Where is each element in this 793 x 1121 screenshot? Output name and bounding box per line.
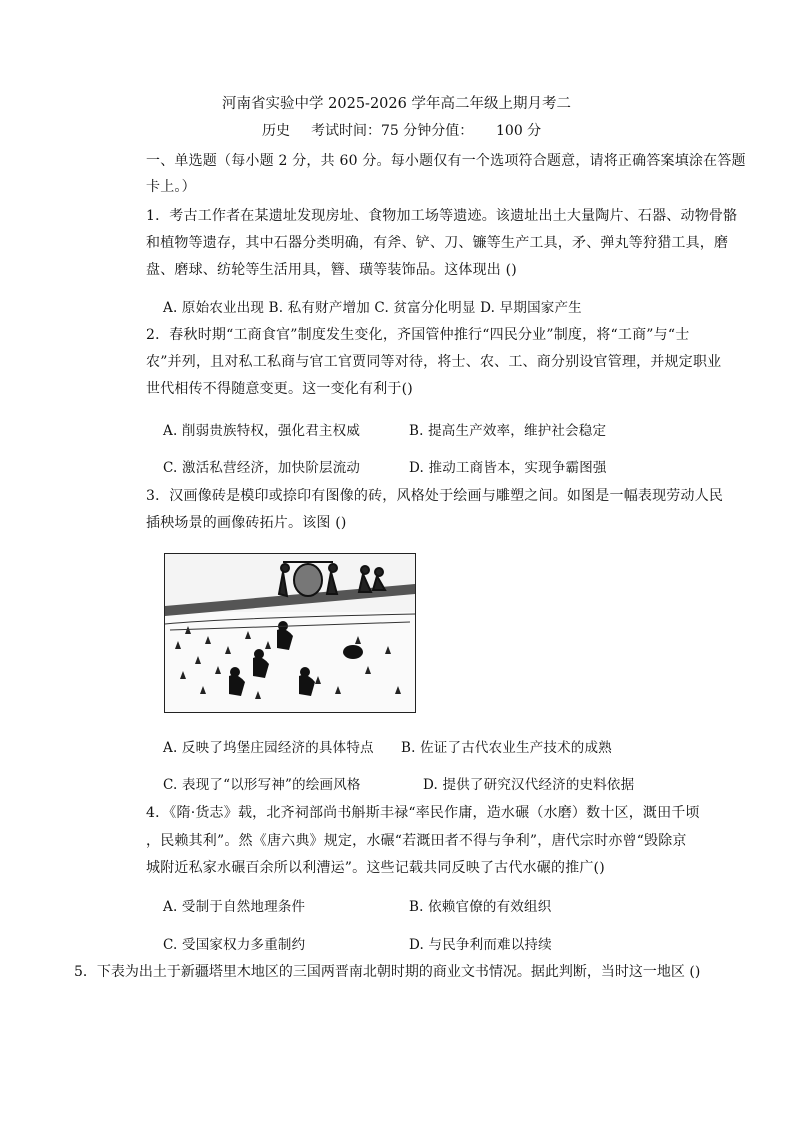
q1-stem-line3: 盘、磨球、纺轮等生活用具，簪、璜等装饰品。这体现出 () bbox=[146, 262, 517, 278]
q3-stem-line1: 3．汉画像砖是模印或捺印有图像的砖，风格处于绘画与雕塑之间。如图是一幅表现劳动人民 bbox=[146, 488, 724, 504]
section-heading: 一、单选题（每小题 2 分，共 60 分。每小题仅有一个选项符合题意，请将正确答案填涂在答题 bbox=[146, 153, 746, 169]
q5-stem-line1: 5．下表为出土于新疆塔里木地区的三国两晋南北朝时期的商业文书情况。据此判断，当时这一地区 () bbox=[74, 964, 701, 980]
subject-label: 历史 bbox=[262, 123, 290, 139]
q4-stem-line3: 城附近私家水碾百余所以利漕运”。这些记载共同反映了古代水碾的推广() bbox=[146, 860, 605, 876]
section-heading-cont: 卡上。） bbox=[146, 179, 196, 195]
q3-option-a[interactable]: A. 反映了坞堡庄园经济的具体特点 bbox=[163, 740, 374, 756]
q2-option-c[interactable]: C. 激活私营经济，加快阶层流动 bbox=[163, 460, 361, 476]
exam-title: 河南省实验中学 2025-2026 学年高二年级上期月考二 bbox=[222, 96, 571, 112]
q2-option-d[interactable]: D. 推动工商皆本，实现争霸图强 bbox=[409, 460, 607, 476]
q2-stem-line3: 世代相传不得随意变更。这一变化有利于() bbox=[146, 381, 413, 397]
q1-options[interactable]: A. 原始农业出现 B. 私有财产增加 C. 贫富分化明显 D. 早期国家产生 bbox=[163, 300, 582, 316]
q4-option-c[interactable]: C. 受国家权力多重制约 bbox=[163, 937, 306, 953]
q3-option-d[interactable]: D. 提供了研究汉代经济的史料依据 bbox=[423, 777, 635, 793]
q4-option-b[interactable]: B. 依赖官僚的有效组织 bbox=[409, 899, 552, 915]
q3-stem-line2: 插秧场景的画像砖拓片。该图 () bbox=[146, 515, 347, 531]
q3-option-c[interactable]: C. 表现了“以形写神”的绘画风格 bbox=[163, 777, 361, 793]
q1-stem-line2: 和植物等遗存，其中石器分类明确，有斧、铲、刀、镰等生产工具，矛、弹丸等狩猎工具，磨 bbox=[146, 235, 729, 251]
q4-stem-line2: ，民赖其利”。然《唐六典》规定，水碾“若溉田者不得与争利”，唐代宗时亦曾“毁除京 bbox=[146, 833, 687, 849]
exam-time-label: 考试时间：75 分钟分值： bbox=[311, 123, 474, 139]
q2-option-a[interactable]: A. 削弱贵族特权，强化君主权威 bbox=[163, 423, 361, 439]
rice-planting-rubbing-icon bbox=[164, 553, 416, 713]
rubbing-illustration bbox=[165, 554, 415, 712]
q4-stem-line1: 4．《隋·货志》载，北齐祠部尚书斛斯丰禄“率民作庸，造水碾（水磨）数十区，溉田千顷 bbox=[146, 805, 700, 821]
q3-option-b[interactable]: B. 佐证了古代农业生产技术的成熟 bbox=[401, 740, 612, 756]
q2-stem-line1: 2．春秋时期“工商食官”制度发生变化，齐国管仲推行“四民分业”制度，将“工商”与“士 bbox=[146, 327, 690, 343]
q4-option-d[interactable]: D. 与民争利而难以持续 bbox=[409, 937, 552, 953]
total-score: 100 分 bbox=[496, 123, 542, 139]
q2-option-b[interactable]: B. 提高生产效率，维护社会稳定 bbox=[409, 423, 607, 439]
q4-option-a[interactable]: A. 受制于自然地理条件 bbox=[163, 899, 306, 915]
q1-stem-line1: 1．考古工作者在某遗址发现房址、食物加工场等遗迹。该遗址出土大量陶片、石器、动物骨骼 bbox=[146, 208, 738, 224]
q2-stem-line2: 农”并列，且对私工私商与官工官贾同等对待，将士、农、工、商分别设官管理，并规定职业 bbox=[146, 354, 722, 370]
